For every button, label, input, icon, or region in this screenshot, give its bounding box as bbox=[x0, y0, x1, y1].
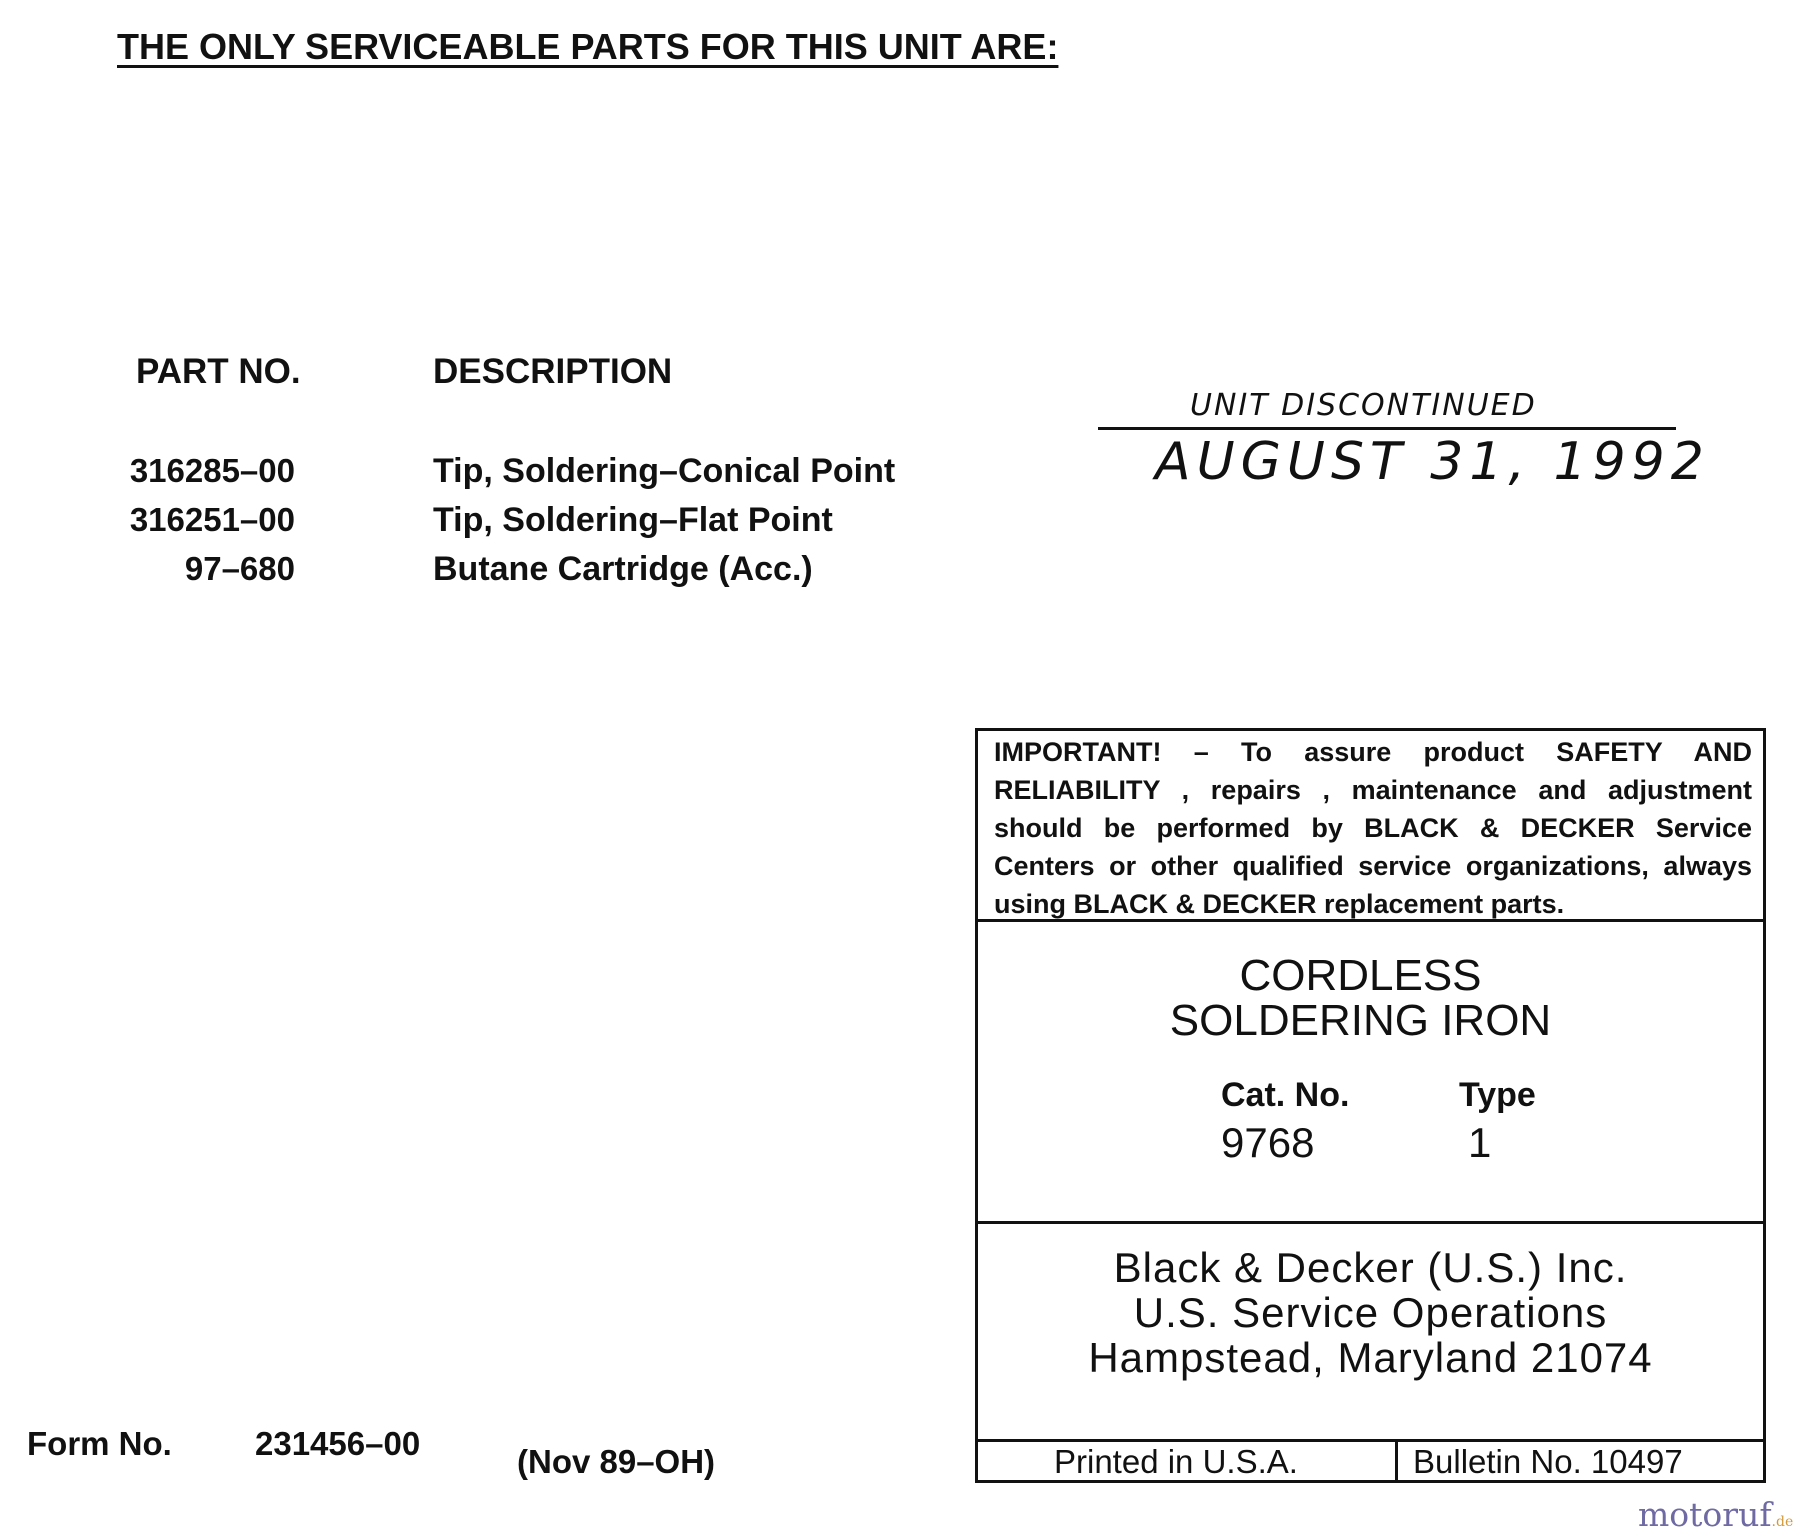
important-line: Centers or other qualified service organizations, always bbox=[994, 851, 1752, 881]
watermark-suffix: .de bbox=[1771, 1514, 1794, 1530]
bulletin-number: Bulletin No. 10497 bbox=[1413, 1443, 1683, 1480]
handwritten-discontinued-date: AUGUST 31, 1992 bbox=[1155, 432, 1710, 492]
important-line: should be performed by BLACK & DECKER Service bbox=[994, 813, 1752, 843]
part-no-column-header: PART NO. bbox=[136, 352, 301, 391]
company-section bbox=[978, 1224, 1763, 1430]
part-description: Butane Cartridge (Acc.) bbox=[433, 550, 813, 588]
part-number: 97–680 bbox=[184, 550, 295, 587]
important-notice bbox=[978, 731, 1763, 922]
company-name: Black & Decker (U.S.) Inc. bbox=[1113, 1244, 1628, 1291]
company-division: U.S. Service Operations bbox=[1133, 1289, 1608, 1336]
important-text bbox=[994, 733, 1752, 923]
footer-divider bbox=[1395, 1442, 1398, 1480]
description-column-header: DESCRIPTION bbox=[433, 352, 673, 391]
watermark-name: motoruf bbox=[1638, 1495, 1772, 1534]
part-number: 316285–00 bbox=[129, 452, 295, 489]
box-footer bbox=[978, 1439, 1763, 1480]
important-line: using BLACK & DECKER replacement parts. bbox=[994, 889, 1565, 919]
printed-in-label: Printed in U.S.A. bbox=[1054, 1443, 1298, 1480]
part-description: Tip, Soldering–Flat Point bbox=[433, 501, 833, 539]
form-label: Form No. bbox=[27, 1425, 172, 1462]
watermark-logo bbox=[1638, 1495, 1793, 1534]
type-label: Type bbox=[1459, 1076, 1536, 1114]
part-number: 316251–00 bbox=[129, 501, 295, 538]
form-date: (Nov 89–OH) bbox=[517, 1443, 716, 1480]
type-value: 1 bbox=[1468, 1119, 1492, 1166]
cat-no-value: 9768 bbox=[1221, 1119, 1315, 1166]
cat-no-label: Cat. No. bbox=[1221, 1076, 1350, 1114]
discontinued-rule bbox=[1098, 427, 1676, 430]
unit-discontinued-label: UNIT DISCONTINUED bbox=[1190, 388, 1537, 423]
important-line: RELIABILITY , repairs , maintenance and adjustment bbox=[994, 775, 1752, 805]
product-name-line1: CORDLESS bbox=[1239, 951, 1482, 1000]
form-number: 231456–00 bbox=[255, 1425, 421, 1462]
part-description: Tip, Soldering–Conical Point bbox=[433, 452, 896, 490]
important-line: IMPORTANT! – To assure product SAFETY AND bbox=[994, 737, 1752, 767]
company-address: Hampstead, Maryland 21074 bbox=[1088, 1334, 1653, 1381]
page-heading: THE ONLY SERVICEABLE PARTS FOR THIS UNIT ARE: bbox=[117, 26, 1059, 67]
product-section bbox=[978, 922, 1763, 1224]
info-box bbox=[975, 728, 1766, 1483]
product-name-line2: SOLDERING IRON bbox=[1169, 996, 1552, 1045]
